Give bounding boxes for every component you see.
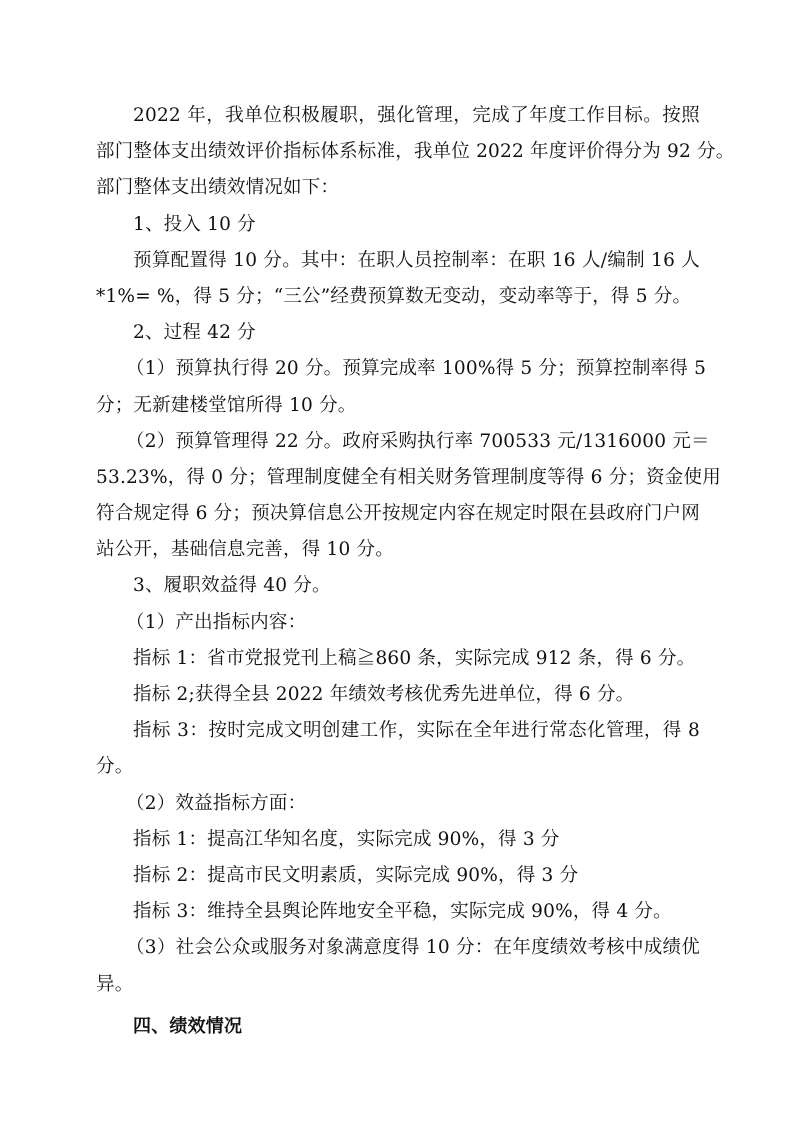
paragraph-budget-line-1: 预算配置得 10 分。其中：在职人员控制率：在职 16 人/编制 16 人 (133, 249, 700, 271)
heading-performance-benefit: 3、履职效益得 40 分。 (133, 575, 331, 597)
paragraph-management-line-1: （2）预算管理得 22 分。政府采购执行率 700533 元/1316000 元＝ (126, 430, 710, 452)
subheading-benefit-indicators: （2）效益指标方面： (126, 792, 307, 814)
benefit-indicator-2: 指标 2：提高市民文明素质，实际完成 90%，得 3 分 (133, 864, 579, 886)
output-indicator-2: 指标 2;获得全县 2022 年绩效考核优秀先进单位，得 6 分。 (133, 684, 635, 705)
heading-process: 2、过程 42 分 (133, 322, 256, 344)
output-indicator-3-line-2: 分。 (96, 756, 134, 778)
benefit-indicator-1: 指标 1：提高江华知名度，实际完成 90%，得 3 分 (133, 828, 560, 850)
satisfaction-line-1: （3）社会公众或服务对象满意度得 10 分：在年度绩效考核中成绩优 (126, 937, 700, 959)
paragraph-execution-line-1: （1）预算执行得 20 分。预算完成率 100%得 5 分；预算控制率得 5 (126, 358, 707, 380)
satisfaction-line-2: 异。 (96, 973, 134, 995)
paragraph-execution-line-2: 分；无新建楼堂馆所得 10 分。 (96, 394, 357, 416)
paragraph-intro-line-3: 部门整体支出绩效情况如下： (96, 177, 340, 199)
subheading-output-indicators: （1）产出指标内容： (126, 611, 307, 633)
output-indicator-3-line-1: 指标 3：按时完成文明创建工作，实际在全年进行常态化管理，得 8 (133, 720, 700, 742)
document-body (96, 98, 735, 1045)
heading-input: 1、投入 10 分 (133, 213, 256, 235)
paragraph-budget-line-2: *1%= %，得 5 分；“三公”经费预算数无变动，变动率等于，得 5 分。 (96, 285, 692, 307)
benefit-indicator-3: 指标 3：维持全县舆论阵地安全平稳，实际完成 90%，得 4 分。 (133, 901, 672, 923)
paragraph-management-line-4: 站公开，基础信息完善，得 10 分。 (96, 539, 394, 561)
paragraph-management-line-3: 符合规定得 6 分；预决算信息公开按规定内容在规定时限在县政府门户网 (96, 503, 700, 525)
paragraph-management-line-2: 53.23%，得 0 分；管理制度健全有相关财务管理制度等得 6 分；资金使用 (96, 466, 721, 488)
output-indicator-1: 指标 1：省市党报党刊上稿≧860 条，实际完成 912 条，得 6 分。 (133, 647, 696, 669)
section-heading-performance: 四、绩效情况 (133, 1015, 243, 1037)
paragraph-intro-line-2: 部门整体支出绩效评价指标体系标准，我单位 2022 年度评价得分为 92 分。 (96, 141, 735, 163)
paragraph-intro-line-1: 2022 年，我单位积极履职，强化管理，完成了年度工作目标。按照 (133, 105, 700, 126)
